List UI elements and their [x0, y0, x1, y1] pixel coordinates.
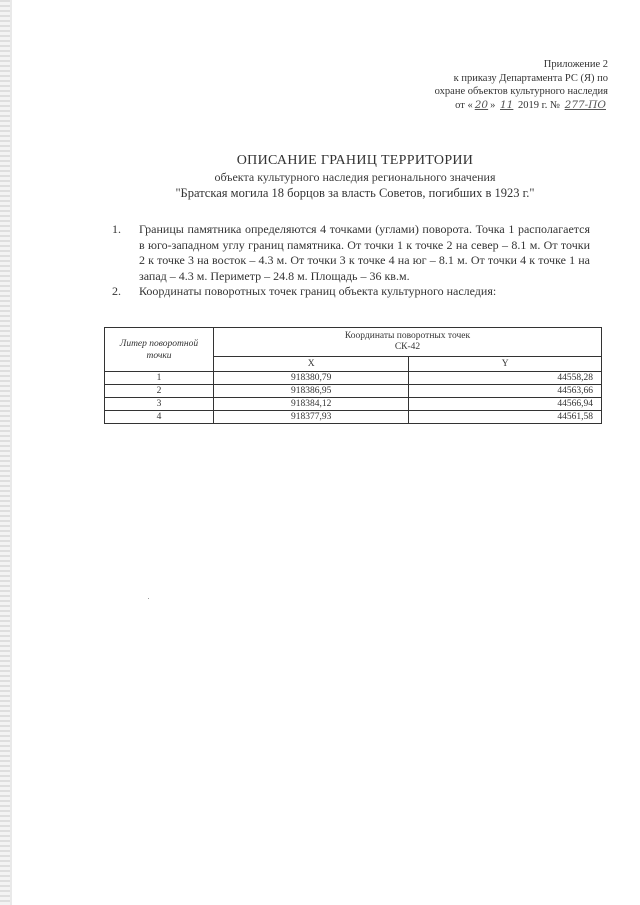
cell-y: 44563,66 [409, 385, 602, 398]
list-item [112, 284, 590, 300]
header-coords-line1: Координаты поворотных точек [344, 331, 471, 341]
table-header-row [105, 328, 602, 357]
document-title: ОПИСАНИЕ ГРАНИЦ ТЕРРИТОРИИ [236, 153, 474, 168]
header-x: X [214, 357, 409, 372]
header-liter: Литер поворотной точки [105, 328, 214, 372]
item-text: Координаты поворотных точек границ объекта культурного наследия: [139, 284, 497, 298]
list-item [112, 222, 590, 284]
appendix-line-1: Приложение 2 [543, 59, 608, 70]
scan-speck [148, 598, 149, 599]
table-row [105, 372, 602, 385]
table-row [105, 411, 602, 424]
date-month: 11 [500, 98, 514, 111]
cell-x: 918380,79 [214, 372, 409, 385]
coordinates-table [104, 327, 602, 424]
date-year: 2019 г. № [518, 99, 561, 111]
description-list [112, 222, 590, 300]
date-day: 20 [474, 98, 489, 111]
table-row [105, 398, 602, 411]
table-row [105, 385, 602, 398]
order-number: 277-ПО [564, 98, 606, 111]
document-subtitle: объекта культурного наследия регионального значения [214, 170, 496, 184]
cell-x: 918386,95 [214, 385, 409, 398]
item-number: 2. [112, 284, 121, 298]
appendix-line-2: к приказу Департамента РС (Я) по [453, 72, 608, 84]
item-number: 1. [112, 222, 121, 236]
item-text: Границы памятника определяются 4 точками (углами) поворота. Точка 1 располагается в юго-западном углу границ памятника. От точки 1 к точке 2 на север – 8.1 м. От точки 2 к точке 3 на восток – 4.3 м. От точки 3 к точке 4 на юг – 8.1 м. От точки 4 к точке 1 на запад – 4.3 м. Периметр – 24.8 м. Площадь – 36 кв.м. [139, 222, 590, 283]
cell-point: 3 [105, 398, 214, 411]
cell-y: 44566,94 [409, 398, 602, 411]
header-y: Y [409, 357, 602, 372]
cell-point: 2 [105, 385, 214, 398]
cell-x: 918384,12 [214, 398, 409, 411]
scan-edge [0, 0, 12, 905]
cell-y: 44558,28 [409, 372, 602, 385]
header-coordinates [214, 328, 602, 357]
title-block [120, 152, 590, 201]
cell-x: 918377,93 [214, 411, 409, 424]
header-coords-line2: СК-42 [394, 342, 421, 352]
date-prefix: от « [455, 99, 473, 111]
appendix-block [348, 58, 608, 112]
cell-point: 4 [105, 411, 214, 424]
date-mid: » [490, 99, 496, 111]
object-name: "Братская могила 18 борцов за власть Советов, погибших в 1923 г." [175, 186, 535, 200]
cell-point: 1 [105, 372, 214, 385]
cell-y: 44561,58 [409, 411, 602, 424]
appendix-line-3: охране объектов культурного наследия [434, 86, 608, 97]
appendix-date-line [348, 99, 608, 113]
